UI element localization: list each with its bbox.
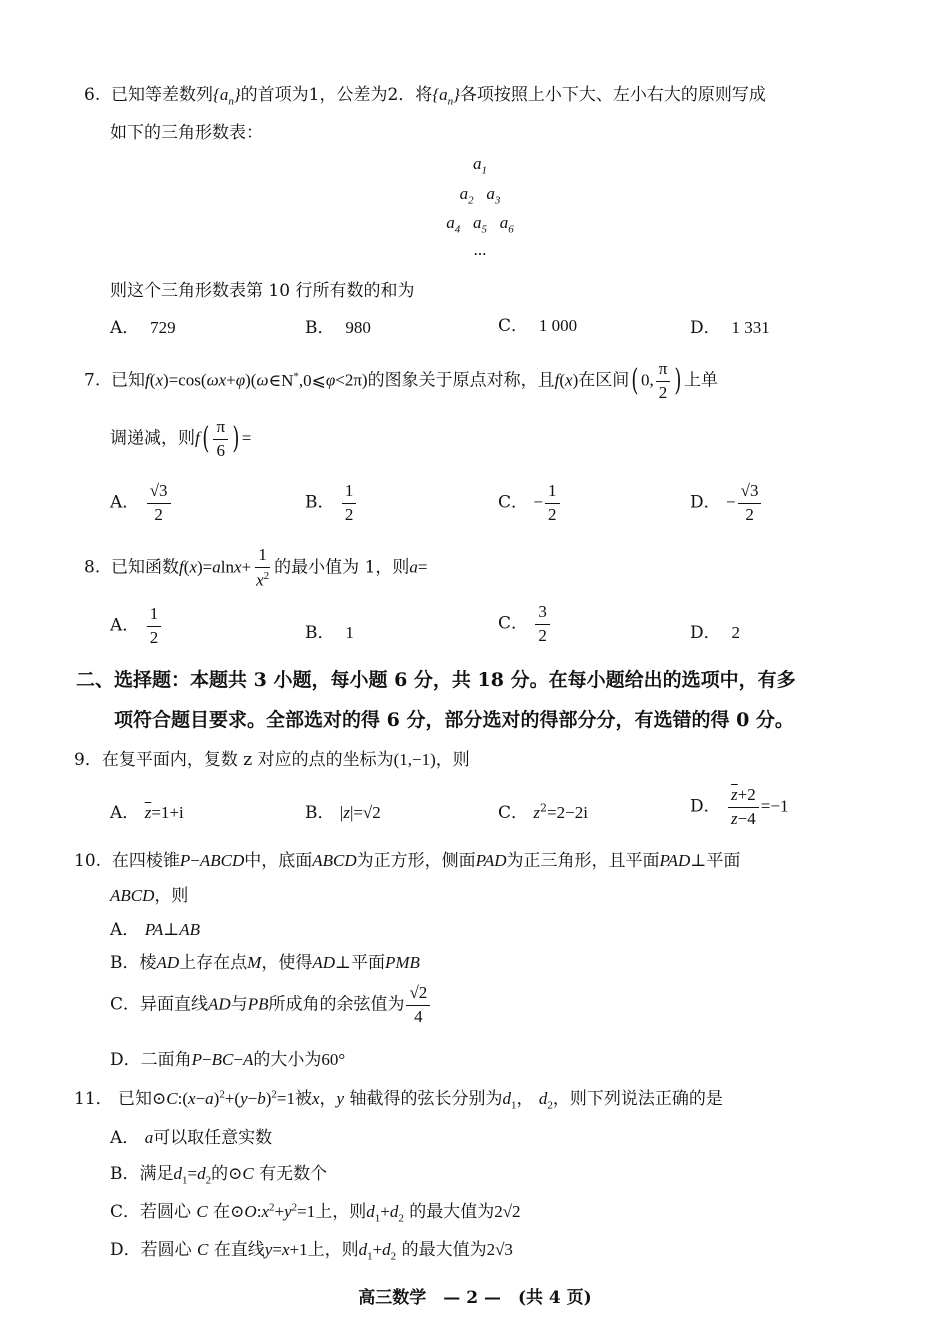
q6-option-c[interactable]: C． 1 000 — [498, 316, 578, 336]
q7-option-b[interactable]: B． $\frac{1}{2}$ — [305, 482, 358, 524]
question-9-stem: 9．在复平面内，复数 z 对应的点的坐标为(1,−1)，则 — [74, 750, 470, 770]
triangle-dots: ... — [473, 240, 487, 259]
triangle-row-2: $a_2$ $a_3$ — [459, 184, 501, 207]
question-11-stem: 11． 已知$⊙C:(x-a)^2+(y-b)^2=1$被x，y 轴截得的弦长分别为$d_1$， $d_2$，则下列说法正确的是 — [74, 1088, 723, 1112]
q8-option-b[interactable]: B． 1 — [305, 623, 354, 643]
q11-option-c[interactable]: C．若圆心 C 在$⊙O:x^2+y^2=1$上，则$d_1+d_2$ 的最大值为2√2 — [110, 1201, 521, 1225]
page-footer: 高三数学 — 2 — (共 4 页) — [358, 1288, 592, 1308]
q10-option-b[interactable]: B．棱AD上存在点M，使得AD⊥平面PMB — [110, 953, 420, 973]
q9-option-a[interactable]: A． $\overline{z}=1+i$ — [110, 803, 184, 823]
q6-option-a[interactable]: A． 729 — [110, 318, 176, 338]
question-6-stem-line2: 如下的三角形数表： — [110, 123, 263, 143]
question-10-stem: 10. 在四棱锥P−ABCD中，底面ABCD为正方形，侧面PAD为正三角形，且平面PAD⊥平面 — [74, 851, 741, 871]
q7-option-d[interactable]: D． − $\frac{√3}{2}$ — [690, 482, 763, 524]
q10-option-d[interactable]: D．二面角P−BC−A的大小为60° — [110, 1050, 346, 1070]
question-7-stem: 7. 已知f(x)=cos(ωx+φ)(ω∈N*,0⩽φ<2π)的图象关于原点对称，且f(x)在区间( 0, $\frac{\pi}{2}$ ) 上单 — [84, 358, 719, 402]
section-2-heading-line1: 二、选择题：本题共 3 小题，每小题 6 分，共 18 分。在每小题给出的选项中，有多 — [76, 669, 796, 691]
question-10-stem-line2: ABCD，则 — [110, 886, 189, 906]
q9-option-b[interactable]: B． |z|=√2 — [305, 803, 381, 823]
q10-option-a[interactable]: A． PA⊥AB — [110, 920, 201, 940]
q6-option-b[interactable]: B． 980 — [305, 318, 371, 338]
q7-option-c[interactable]: C． − $\frac{1}{2}$ — [498, 482, 562, 524]
question-8-stem: 8. 已知函数f(x)=alnx+ $\frac{1}{x^2}$ 的最小值为 1，则a= — [84, 545, 428, 590]
triangle-row-3: $a_4$ $a_5$ $a_6$ — [446, 213, 514, 236]
q7-option-a[interactable]: A． $\frac{√3}{2}$ — [110, 482, 173, 524]
question-6-stem: 6. 已知等差数列$\{a_n\}$的首项为1，公差为2．将$\{a_n\}$各项按照上小下大、左小右大的原则写成 — [84, 85, 766, 108]
q11-option-a[interactable]: A． a可以取任意实数 — [110, 1128, 273, 1148]
question-6-ask: 则这个三角形数表第 10 行所有数的和为 — [110, 281, 415, 301]
q8-option-a[interactable]: A． $\frac{1}{2}$ — [110, 605, 163, 647]
q6-option-d[interactable]: D． 1 331 — [690, 318, 770, 338]
section-2-heading-line2: 项符合题目要求。全部选对的得 6 分，部分选对的得部分分，有选错的得 0 分。 — [114, 709, 794, 731]
q9-option-d[interactable]: D． $\frac{\overline{z}+2}{z-4}$ =−1 — [690, 785, 789, 828]
q10-option-c[interactable]: C．异面直线AD与PB所成角的余弦值为 $\frac{√2}{4}$ — [110, 984, 432, 1026]
q8-option-c[interactable]: C． $\frac{3}{2}$ — [498, 603, 552, 645]
question-7-stem-line2: 调递减，则f( $\frac{\pi}{6}$ ) = — [110, 417, 252, 460]
q8-option-d[interactable]: D． 2 — [690, 623, 740, 643]
q9-option-c[interactable]: C． $z^2=2-2i$ — [498, 801, 588, 823]
q11-option-b[interactable]: B．满足$d_1=d_2$的⊙C 有无数个 — [110, 1164, 328, 1187]
q11-option-d[interactable]: D．若圆心 C 在直线y=x+1上，则$d_1+d_2$ 的最大值为2√3 — [110, 1240, 513, 1263]
triangle-row-1: $a_1$ — [473, 154, 487, 177]
